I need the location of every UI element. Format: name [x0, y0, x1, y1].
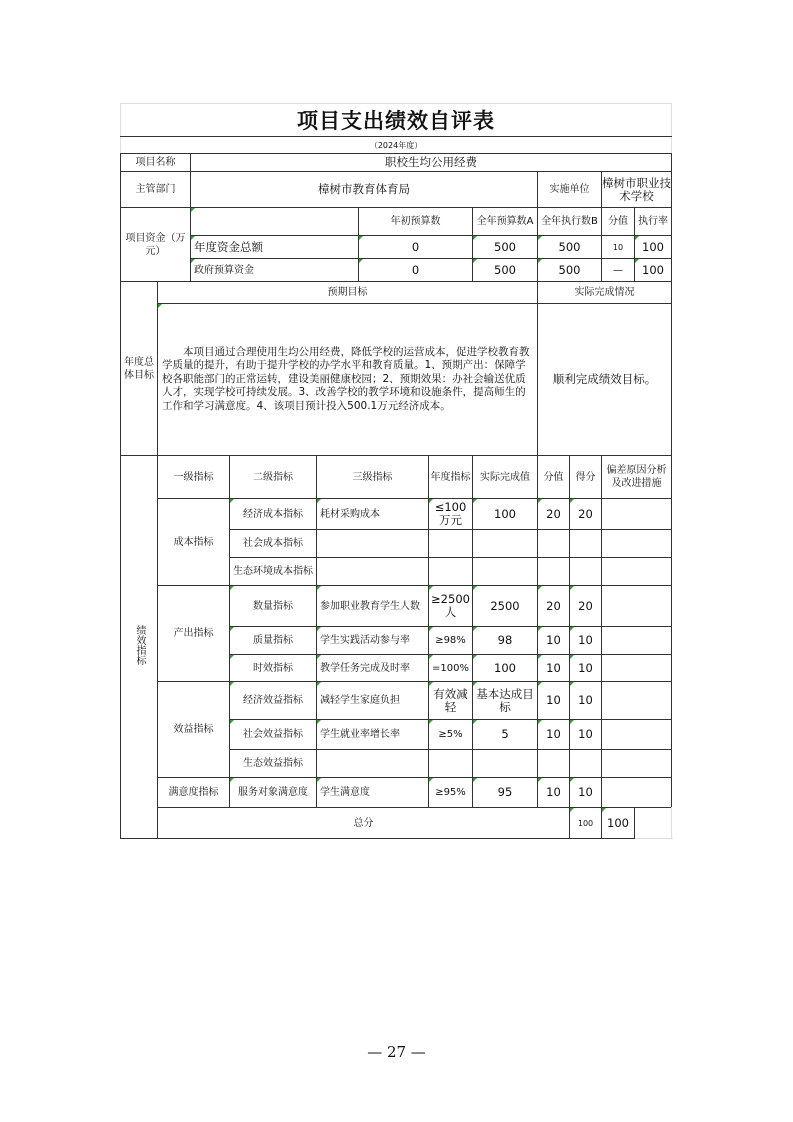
satisfaction-row1-score: 10 [570, 778, 602, 808]
total-label: 总分 [158, 808, 570, 839]
funds-col-rate: 执行率 [635, 208, 672, 236]
output-row3-actual: 100 [473, 655, 538, 682]
cost-row3-target [429, 558, 473, 586]
dept-label: 主管部门 [121, 172, 191, 208]
output-row2-score-value: 10 [538, 627, 570, 655]
funds-blank-header [191, 208, 359, 236]
output-row2-actual: 98 [473, 627, 538, 655]
benefit-row2-level2: 社会效益指标 [230, 720, 317, 750]
col-actual: 实际完成值 [473, 456, 538, 499]
benefit-row1-actual: 基本达成目标 [473, 682, 538, 720]
group-output-label: 产出指标 [158, 586, 230, 682]
funds-row-total-label: 年度资金总额 [191, 236, 359, 259]
col-level3: 三级指标 [317, 456, 429, 499]
benefit-row2-analysis [602, 720, 672, 750]
cost-row1-score-value: 20 [538, 499, 570, 530]
output-row1-target: ≥2500人 [429, 586, 473, 627]
benefit-row2-score-value: 10 [538, 720, 570, 750]
cost-row1-level2: 经济成本指标 [230, 499, 317, 530]
goals-actual-text: 顺利完成绩效目标。 [538, 304, 672, 456]
funds-row-total-rate: 100 [635, 236, 672, 259]
funds-row-gov-score-value: — [602, 259, 635, 282]
page-title: 项目支出绩效自评表 [121, 104, 672, 137]
group-cost-label: 成本指标 [158, 499, 230, 586]
cost-row2-level2: 社会成本指标 [230, 530, 317, 558]
output-row2-score: 10 [570, 627, 602, 655]
output-row3-level3: 教学任务完成及时率 [317, 655, 429, 682]
satisfaction-row1-target: ≥95% [429, 778, 473, 808]
output-row1-score-value: 20 [538, 586, 570, 627]
funds-row-total-initial: 0 [359, 236, 473, 259]
funds-col-annual: 全年预算数A [473, 208, 538, 236]
col-score: 得分 [570, 456, 602, 499]
goals-expected-text: 本项目通过合理使用生均公用经费，降低学校的运营成本，促进学校教育教学质量的提升，有助于提升学校的办学水平和教育质量。1、预期产出：保障学校各职能部门的正常运转，建设美丽健康校园；2、预期效果：办社会输送优质人才，实现学校可持续发展。3、改善学校的教学环境和设施条件，提高师生的工作和学习满意度。4、该项目预计投入500.1万元经济成本。 [158, 304, 538, 456]
cost-row2-analysis [602, 530, 672, 558]
project-name-label: 项目名称 [121, 154, 191, 172]
funds-row-total-executed: 500 [538, 236, 602, 259]
funds-col-executed: 全年执行数B [538, 208, 602, 236]
funds-row-gov-rate: 100 [635, 259, 672, 282]
benefit-row1-level3: 减轻学生家庭负担 [317, 682, 429, 720]
benefit-row3-analysis [602, 750, 672, 778]
funds-row-gov-label: 政府预算资金 [191, 259, 359, 282]
output-row2-analysis [602, 627, 672, 655]
benefit-row2-level3: 学生就业率增长率 [317, 720, 429, 750]
funds-col-initial: 年初预算数 [359, 208, 473, 236]
output-row3-level2: 时效指标 [230, 655, 317, 682]
satisfaction-row1-actual: 95 [473, 778, 538, 808]
goals-actual-header: 实际完成情况 [538, 282, 672, 304]
col-score-value: 分值 [538, 456, 570, 499]
output-row3-analysis [602, 655, 672, 682]
cost-row3-score [570, 558, 602, 586]
benefit-row3-score [570, 750, 602, 778]
output-row2-level2: 质量指标 [230, 627, 317, 655]
col-level2: 二级指标 [230, 456, 317, 499]
benefit-row2-score: 10 [570, 720, 602, 750]
satisfaction-row1-level3: 学生满意度 [317, 778, 429, 808]
output-row1-score: 20 [570, 586, 602, 627]
col-analysis: 偏差原因分析及改进措施 [602, 456, 672, 499]
indicators-label-vertical [121, 625, 157, 669]
funds-row-gov-initial: 0 [359, 259, 473, 282]
total-score: 100 [602, 808, 635, 839]
group-benefit-label: 效益指标 [158, 682, 230, 778]
cost-row3-level3 [317, 558, 429, 586]
benefit-row2-actual: 5 [473, 720, 538, 750]
output-row2-target: ≥98% [429, 627, 473, 655]
total-value: 100 [570, 808, 602, 839]
evaluation-table [120, 103, 672, 839]
indicators-label [121, 456, 158, 839]
cost-row3-level2: 生态环境成本指标 [230, 558, 317, 586]
page-number: — 27 — [367, 1043, 426, 1061]
benefit-row1-score: 10 [570, 682, 602, 720]
goals-label: 年度总体目标 [121, 282, 158, 456]
unit-label: 实施单位 [538, 172, 602, 208]
unit-value: 樟树市职业技术学校 [602, 172, 672, 208]
cost-row2-score [570, 530, 602, 558]
benefit-row1-analysis [602, 682, 672, 720]
goals-expected-header: 预期目标 [158, 282, 538, 304]
funds-row-total-score-value: 10 [602, 236, 635, 259]
col-level1: 一级指标 [158, 456, 230, 499]
project-name: 职校生均公用经费 [191, 154, 672, 172]
output-row1-level3: 参加职业教育学生人数 [317, 586, 429, 627]
cost-row3-score-value [538, 558, 570, 586]
cost-row1-actual: 100 [473, 499, 538, 530]
satisfaction-row1-score-value: 10 [538, 778, 570, 808]
cost-row3-analysis [602, 558, 672, 586]
funds-col-score-value: 分值 [602, 208, 635, 236]
output-row1-analysis [602, 586, 672, 627]
cost-row2-target [429, 530, 473, 558]
benefit-row3-actual [473, 750, 538, 778]
output-row2-level3: 学生实践活动参与率 [317, 627, 429, 655]
cost-row1-score: 20 [570, 499, 602, 530]
funds-row-total-annual: 500 [473, 236, 538, 259]
cost-row1-target: ≤100万元 [429, 499, 473, 530]
self-evaluation-sheet [120, 103, 671, 839]
benefit-row1-target: 有效减轻 [429, 682, 473, 720]
output-row3-score: 10 [570, 655, 602, 682]
cost-row2-actual [473, 530, 538, 558]
output-row1-level2: 数量指标 [230, 586, 317, 627]
benefit-row3-score-value [538, 750, 570, 778]
benefit-row1-score-value: 10 [538, 682, 570, 720]
benefit-row2-target: ≥5% [429, 720, 473, 750]
funds-row-gov-executed: 500 [538, 259, 602, 282]
total-blank [635, 808, 672, 839]
benefit-row3-target [429, 750, 473, 778]
cost-row1-analysis [602, 499, 672, 530]
funds-row-gov-annual: 500 [473, 259, 538, 282]
benefit-row1-level2: 经济效益指标 [230, 682, 317, 720]
year-label: （2024年度） [121, 137, 672, 154]
group-satisfaction-label: 满意度指标 [158, 778, 230, 808]
col-target: 年度指标 [429, 456, 473, 499]
benefit-row3-level3 [317, 750, 429, 778]
cost-row2-level3 [317, 530, 429, 558]
indicators-label-text: 绩效指标 [134, 625, 145, 665]
cost-row2-score-value [538, 530, 570, 558]
output-row3-score-value: 10 [538, 655, 570, 682]
funds-label: 项目资金（万元） [121, 208, 191, 282]
satisfaction-row1-level2: 服务对象满意度 [230, 778, 317, 808]
output-row1-actual: 2500 [473, 586, 538, 627]
dept-value: 樟树市教育体育局 [191, 172, 538, 208]
cost-row1-level3: 耗材采购成本 [317, 499, 429, 530]
satisfaction-row1-analysis [602, 778, 672, 808]
benefit-row3-level2: 生态效益指标 [230, 750, 317, 778]
cost-row3-actual [473, 558, 538, 586]
output-row3-target: =100% [429, 655, 473, 682]
